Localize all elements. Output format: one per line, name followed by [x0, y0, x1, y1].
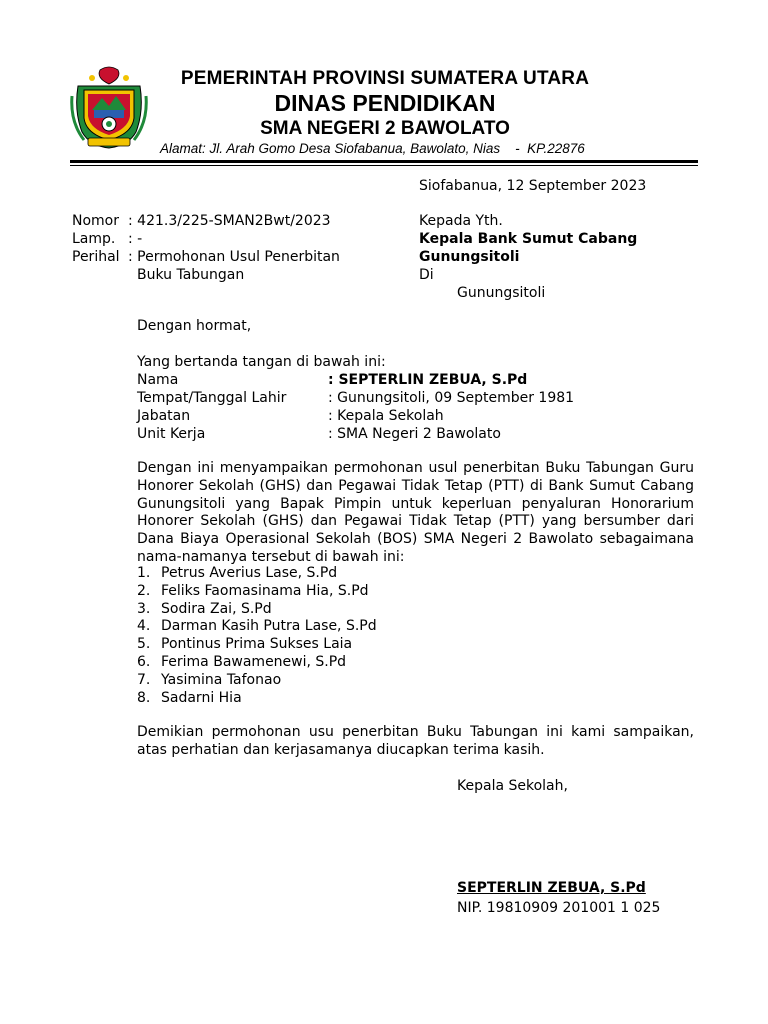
lamp-value: : - [128, 231, 143, 247]
lamp-label: Lamp. [72, 231, 116, 247]
signer-field-label: Tempat/Tanggal Lahir [137, 390, 287, 406]
closing-paragraph: Demikian permohonan usu penerbitan Buku Tabungan ini kami sampaikan, atas perhatian dan kerjasamanya diucapkan terima kasih. [137, 724, 694, 758]
greeting: Dengan hormat, [137, 318, 252, 334]
recipient-kepada: Kepada Yth. [419, 213, 503, 229]
body-paragraph: Dengan ini menyampaikan permohonan usul penerbitan Buku Tabungan Guru Honorer Sekolah (GHS) dan Pegawai Tidak Tetap (PTT) di Bank Sumut Cabang Gunungsitoli yang Bapak Pimpin untuk keperluan penyaluran Honorarium Honorer Sekolah (GHS) dan Pegawai Tidak Tetap (PTT) yang bersumber dari Dana Biaya Operasional Sekolah (BOS) SMA Negeri 2 Bawolato sebagaimana nama-namanya tersebut di bawah ini: [137, 460, 694, 565]
list-item: 5. Pontinus Prima Sukses Laia [137, 636, 353, 653]
recipient-di: Di [419, 267, 434, 283]
signature-name: SEPTERLIN ZEBUA, S.Pd [457, 880, 646, 896]
letterhead-government: PEMERINTAH PROVINSI SUMATERA UTARA [180, 68, 590, 89]
letterhead-divider-thin [70, 165, 698, 166]
list-item: 3. Sodira Zai, S.Pd [137, 600, 272, 617]
letterhead-agency: DINAS PENDIDIKAN [274, 90, 496, 116]
signer-field-label: Unit Kerja [137, 426, 206, 442]
place-date: Siofabanua, 12 September 2023 [419, 178, 647, 194]
signer-field-label: Jabatan [137, 408, 191, 424]
list-item: 6. Ferima Bawamenewi, S.Pd [137, 653, 347, 670]
recipient-name-line1: Kepala Bank Sumut Cabang [419, 231, 638, 247]
honorer-names-list [137, 565, 377, 707]
list-item: 1. Petrus Averius Lase, S.Pd [137, 565, 338, 581]
signature-title: Kepala Sekolah, [457, 778, 568, 794]
emblem-icon [70, 66, 148, 150]
signer-field-label: Nama [137, 372, 179, 388]
signature-nip: NIP. 19810909 201001 1 025 [457, 900, 661, 916]
letterhead-address: Alamat: Jl. Arah Gomo Desa Siofabanua, Bawolato, Nias - KP.22876 [160, 141, 585, 156]
nomor-label: Nomor [72, 213, 119, 229]
signer-field-value: : SEPTERLIN ZEBUA, S.Pd [328, 372, 528, 388]
perihal-value-continued: Buku Tabungan [137, 267, 245, 283]
list-item: 8. Sadarni Hia [137, 689, 242, 706]
list-item: 7. Yasimina Tafonao [137, 671, 282, 688]
perihal-value: : Permohonan Usul Penerbitan [128, 249, 340, 265]
letterhead-school: SMA NEGERI 2 BAWOLATO [260, 118, 510, 139]
letterhead-divider-thick [70, 160, 698, 163]
recipient-city: Gunungsitoli [457, 285, 546, 301]
signer-field-value: : SMA Negeri 2 Bawolato [328, 426, 501, 442]
list-item: 4. Darman Kasih Putra Lase, S.Pd [137, 618, 377, 635]
province-emblem-logo [70, 66, 148, 150]
signer-field-value: : Gunungsitoli, 09 September 1981 [328, 390, 575, 406]
nomor-value: : 421.3/225-SMAN2Bwt/2023 [128, 213, 331, 229]
signer-field-value: : Kepala Sekolah [328, 408, 444, 424]
perihal-label: Perihal [72, 249, 120, 265]
intro-text: Yang bertanda tangan di bawah ini: [137, 354, 386, 370]
recipient-name-line2: Gunungsitoli [419, 249, 520, 265]
list-item: 2. Feliks Faomasinama Hia, S.Pd [137, 582, 369, 599]
